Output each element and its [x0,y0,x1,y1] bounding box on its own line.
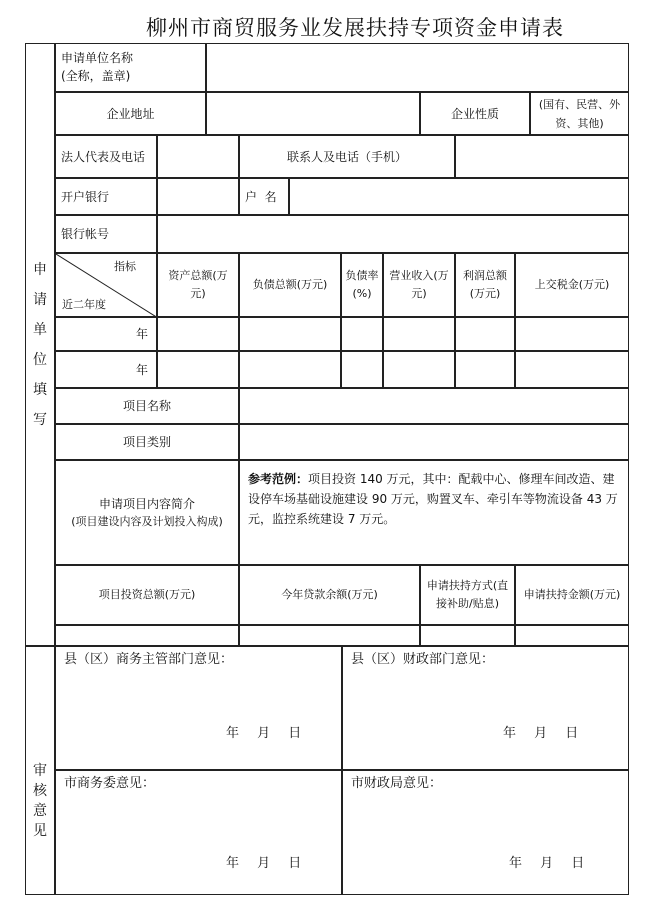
total-investment-label: 项目投资总额(万元) [55,565,239,625]
sample-text: 项目投资 140 万元，其中：配载中心、修理车间改造、建设停车场基础设施建设 90 万元，购置叉车、牵引车等物流设备 43 万元，监控系统建设 7 万元。 [248,472,618,526]
finance-year-1-assets[interactable] [157,317,239,351]
finance-year-2-revenue[interactable] [383,351,455,388]
finance-year-1-liabilities[interactable] [239,317,341,351]
company-nature-options[interactable]: (国有、民营、外资、其他) [530,92,629,135]
legal-rep-value[interactable] [157,135,239,178]
diag-top-label: 指标 [114,260,136,273]
contact-phone-label: 联系人及电话（手机） [239,135,455,178]
project-intro-label: 申请项目内容简介 (项目建设内容及计划投入构成) [55,460,239,565]
application-form [26,44,630,896]
project-name-value[interactable] [239,388,629,424]
contact-phone-value[interactable] [455,135,629,178]
finance-year-1-tax[interactable] [515,317,629,351]
form-title: 柳州市商贸服务业发展扶持专项资金申请表 [146,16,564,40]
account-number-value[interactable] [157,215,629,253]
finance-header-profit: 利润总额(万元) [455,253,515,317]
finance-header-debt-ratio: 负债率(%) [341,253,383,317]
finance-year-2-debt-ratio[interactable] [341,351,383,388]
diag-bottom-label: 近二年度 [62,298,106,311]
project-category-label: 项目类别 [55,424,239,460]
side-label-applicant: 申 请 单 位 填 写 [25,43,55,646]
bank-label: 开户银行 [55,178,157,215]
finance-year-1-label: 年 [55,317,157,351]
county-commerce-date: 年 月 日 [226,726,302,741]
side-label-review: 审 核 意 见 [25,646,55,895]
account-name-value[interactable] [289,178,629,215]
project-category-value[interactable] [239,424,629,460]
city-finance-opinion[interactable] [342,770,629,895]
finance-header-revenue: 营业收入(万元) [383,253,455,317]
finance-year-2-label: 年 [55,351,157,388]
finance-year-1-debt-ratio[interactable] [341,317,383,351]
finance-year-1-revenue[interactable] [383,317,455,351]
city-finance-date: 年 月 日 [509,856,585,871]
county-finance-label: 县（区）财政部门意见： [351,652,495,667]
account-name-label: 户 名 [239,178,289,215]
account-number-label: 银行帐号 [55,215,157,253]
project-intro-sample[interactable] [239,460,629,565]
finance-header-liabilities: 负债总额(万元) [239,253,341,317]
finance-year-2-liabilities[interactable] [239,351,341,388]
finance-header-tax: 上交税金(万元) [515,253,629,317]
support-amount-label: 申请扶持金额(万元) [515,565,629,625]
county-finance-opinion[interactable] [342,646,629,770]
legal-rep-label: 法人代表及电话 [55,135,157,178]
applicant-name-value[interactable] [206,43,629,92]
finance-year-1-profit[interactable] [455,317,515,351]
finance-year-2-assets[interactable] [157,351,239,388]
county-commerce-opinion[interactable] [55,646,342,770]
project-name-label: 项目名称 [55,388,239,424]
city-commerce-label: 市商务委意见： [64,776,156,791]
finance-year-2-profit[interactable] [455,351,515,388]
company-address-label: 企业地址 [55,92,206,135]
county-commerce-label: 县（区）商务主管部门意见： [64,652,234,667]
company-address-value[interactable] [206,92,420,135]
loan-balance-label: 今年贷款余额(万元) [239,565,420,625]
finance-diagonal-header [55,253,157,317]
bank-value[interactable] [157,178,239,215]
city-commerce-date: 年 月 日 [226,856,302,871]
company-nature-label: 企业性质 [420,92,530,135]
support-method-label: 申请扶持方式(直接补助/贴息) [420,565,515,625]
support-method-value[interactable] [420,625,515,646]
support-amount-value[interactable] [515,625,629,646]
county-finance-date: 年 月 日 [503,726,579,741]
city-commerce-opinion[interactable] [55,770,342,895]
finance-header-assets: 资产总额(万元) [157,253,239,317]
total-investment-value[interactable] [55,625,239,646]
city-finance-label: 市财政局意见： [351,776,443,791]
finance-year-2-tax[interactable] [515,351,629,388]
sample-title: 参考范例： [248,472,309,486]
applicant-name-label: 申请单位名称 (全称，盖章) [55,43,206,92]
loan-balance-value[interactable] [239,625,420,646]
